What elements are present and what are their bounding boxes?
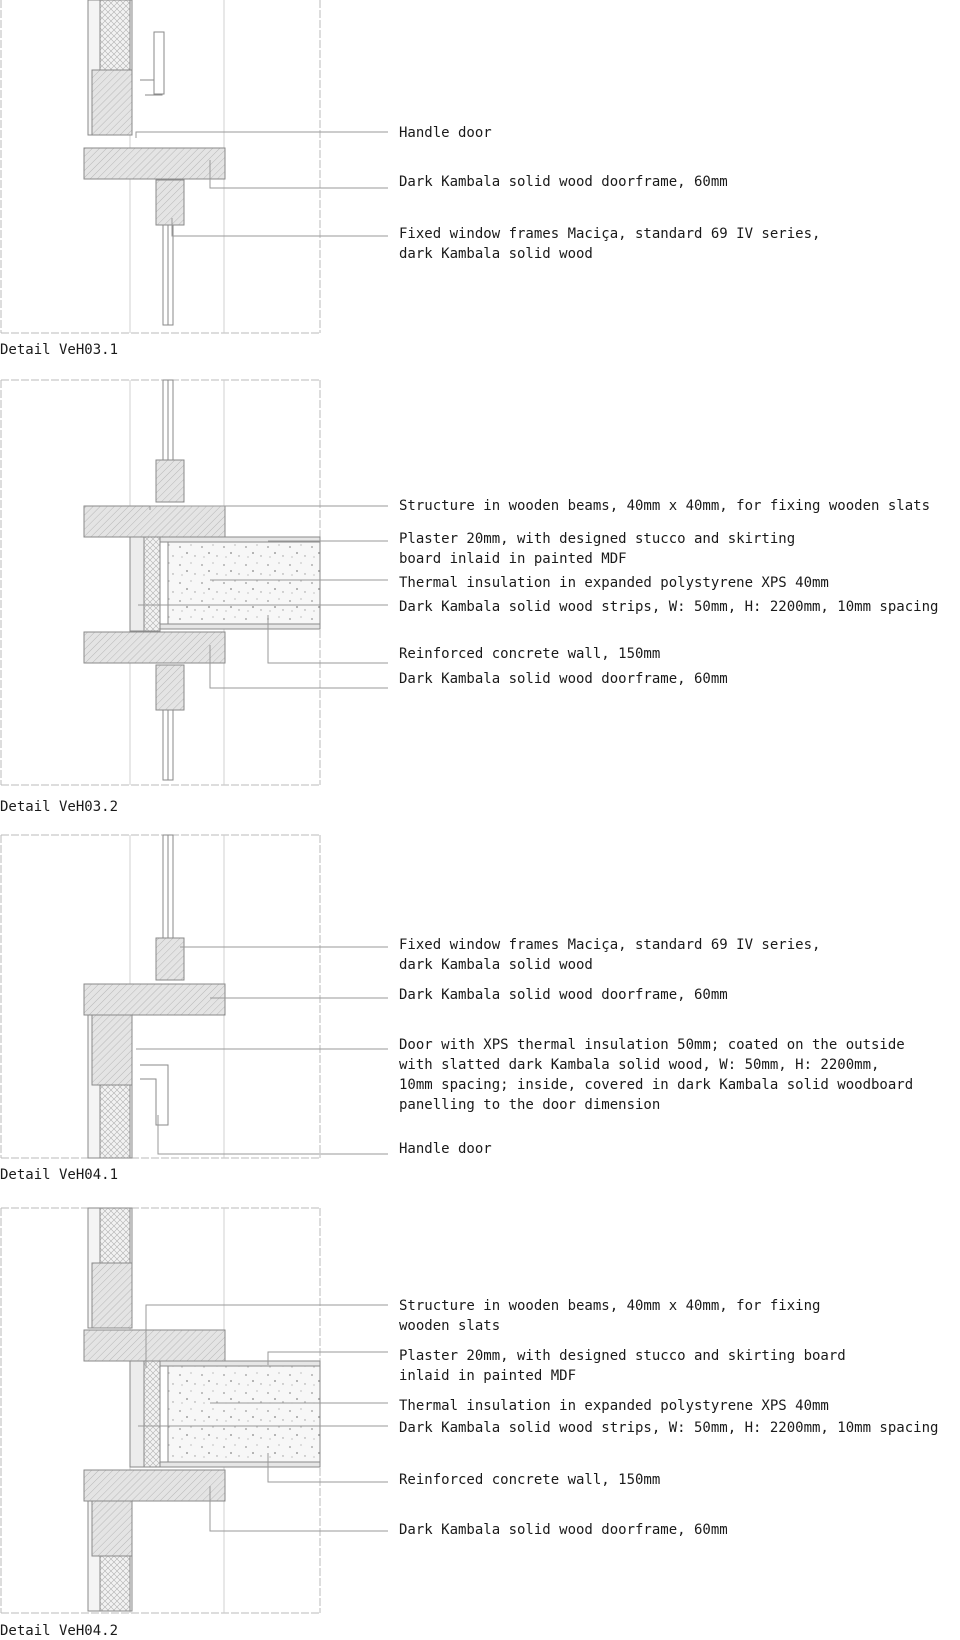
detail-panel bbox=[0, 380, 960, 820]
annotation-label: Dark Kambala solid wood strips, W: 50mm, H: 2200mm, 10mm spacing bbox=[399, 599, 939, 615]
annotation-label: Dark Kambala solid wood doorframe, 60mm bbox=[399, 671, 728, 687]
section-drawing bbox=[0, 835, 330, 1175]
annotation-label: Thermal insulation in expanded polystyrene XPS 40mm bbox=[399, 575, 829, 591]
section-drawing bbox=[0, 0, 330, 340]
annotation-label: Reinforced concrete wall, 150mm bbox=[399, 646, 661, 662]
annotation-label: Dark Kambala solid wood doorframe, 60mm bbox=[399, 174, 728, 190]
annotation-label: Dark Kambala solid wood doorframe, 60mm bbox=[399, 1522, 728, 1538]
annotation-label: Structure in wooden beams, 40mm x 40mm, for fixing wooden slats bbox=[399, 498, 931, 514]
annotation-label: Fixed window frames Maciça, standard 69 IV series, dark Kambala solid wood bbox=[399, 937, 821, 973]
detail-caption: Detail VeH03.1 bbox=[0, 342, 119, 358]
detail-caption: Detail VeH04.1 bbox=[0, 1167, 119, 1183]
annotation-label: Dark Kambala solid wood doorframe, 60mm bbox=[399, 987, 728, 1003]
section-drawing bbox=[0, 380, 330, 790]
annotation-label: Plaster 20mm, with designed stucco and skirting board inlaid in painted MDF bbox=[399, 531, 796, 567]
annotation-label: Handle door bbox=[399, 125, 492, 141]
detail-panel bbox=[0, 835, 960, 1195]
detail-panel bbox=[0, 1208, 960, 1639]
annotation-label: Plaster 20mm, with designed stucco and skirting board inlaid in painted MDF bbox=[399, 1348, 846, 1384]
section-drawing bbox=[0, 1208, 330, 1618]
detail-panel bbox=[0, 0, 960, 360]
detail-caption: Detail VeH04.2 bbox=[0, 1623, 119, 1639]
annotation-label: Thermal insulation in expanded polystyrene XPS 40mm bbox=[399, 1398, 829, 1414]
annotation-label: Fixed window frames Maciça, standard 69 IV series, dark Kambala solid wood bbox=[399, 226, 821, 262]
annotation-label: Door with XPS thermal insulation 50mm; coated on the outside with slatted dark Kambala solid wood, W: 50mm, H: 2200mm, 10mm spacing; inside, covered in dark Kambala solid woodboard panelling to the door dimension bbox=[399, 1037, 914, 1113]
annotation-label: Dark Kambala solid wood strips, W: 50mm, H: 2200mm, 10mm spacing bbox=[399, 1420, 939, 1436]
annotation-label: Structure in wooden beams, 40mm x 40mm, for fixing wooden slats bbox=[399, 1298, 821, 1334]
annotation-label: Handle door bbox=[399, 1141, 492, 1157]
annotation-label: Reinforced concrete wall, 150mm bbox=[399, 1472, 661, 1488]
detail-caption: Detail VeH03.2 bbox=[0, 799, 119, 815]
